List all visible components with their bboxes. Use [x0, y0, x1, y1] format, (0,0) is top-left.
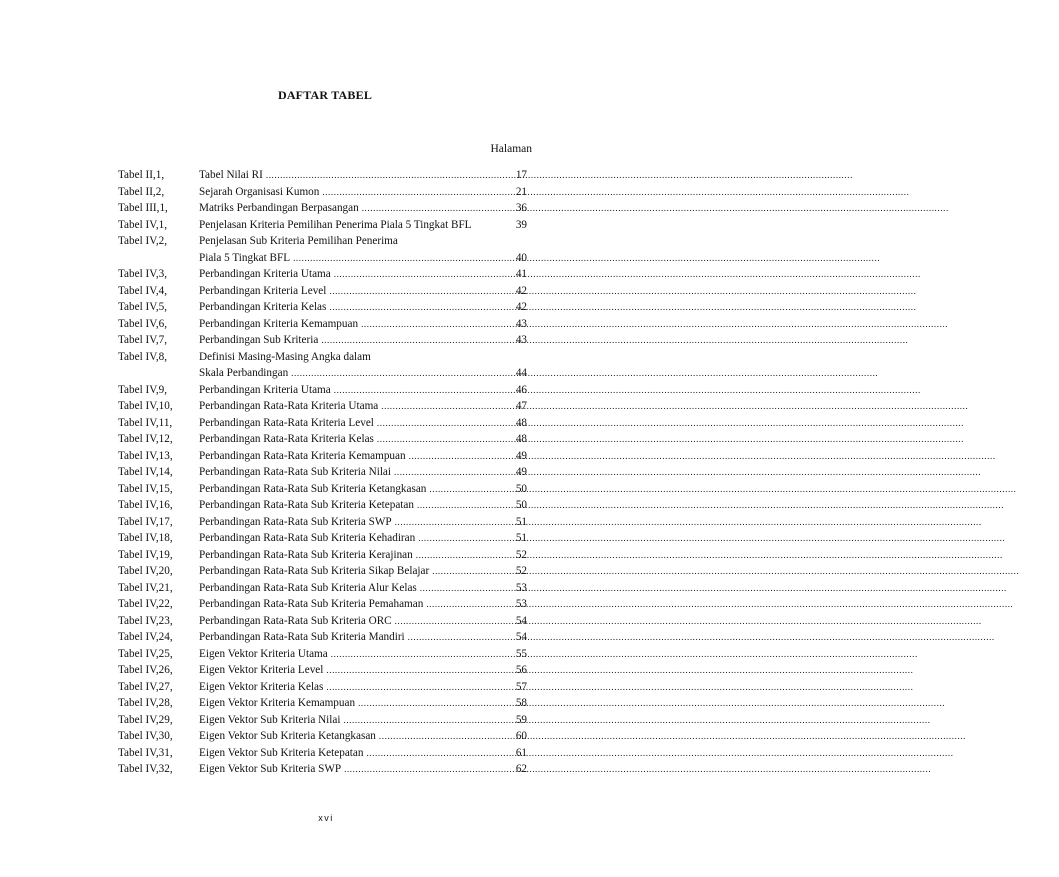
- list-item: [118, 613, 527, 630]
- list-item: [118, 200, 527, 217]
- table-title: Tabel Nilai RI: [199, 169, 263, 181]
- table-number: Tabel IV,3,: [118, 268, 168, 280]
- list-item: [118, 679, 527, 696]
- list-item: [118, 662, 527, 679]
- list-item: [118, 464, 527, 481]
- table-title: Eigen Vektor Kriteria Level: [199, 664, 324, 676]
- leader-dots: [322, 184, 503, 201]
- table-page: 41: [515, 268, 527, 280]
- leader-dots: [329, 299, 503, 316]
- table-title: Eigen Vektor Sub Kriteria Ketepatan: [199, 746, 364, 759]
- table-page: 56: [515, 664, 527, 676]
- table-number: Tabel IV,22,: [118, 598, 173, 610]
- table-number: Tabel IV,26,: [118, 664, 173, 676]
- table-number: Tabel IV,6,: [118, 317, 168, 330]
- table-title: Perbandingan Rata-Rata Kriteria Utama: [199, 400, 379, 412]
- table-title: Penjelasan Kriteria Pemilihan Penerima Piala 5 Tingkat BFL: [199, 218, 472, 231]
- table-page: 53: [515, 581, 527, 594]
- table-page: 58: [515, 697, 527, 709]
- table-number: Tabel IV,16,: [118, 499, 173, 511]
- table-page: 46: [515, 383, 527, 396]
- table-title: Perbandingan Rata-Rata Sub Kriteria Ketangkasan: [199, 482, 427, 495]
- list-item: [118, 431, 527, 448]
- list-item: [118, 415, 527, 432]
- list-item: [118, 283, 527, 300]
- table-page: 50: [515, 482, 527, 495]
- table-number: Tabel IV,12,: [118, 433, 173, 445]
- table-number: Tabel IV,17,: [118, 515, 173, 528]
- list-item: [118, 563, 527, 580]
- list-item: [118, 514, 527, 531]
- leader-dots: [395, 514, 503, 531]
- table-title: Eigen Vektor Sub Kriteria SWP: [199, 763, 342, 775]
- list-item: [118, 646, 527, 663]
- table-number: Tabel IV,7,: [118, 334, 168, 346]
- table-page: 61: [515, 746, 527, 759]
- table-page: 39: [515, 218, 527, 231]
- leader-dots: [395, 613, 503, 630]
- table-title: Perbandingan Rata-Rata Sub Kriteria Kehadiran: [199, 532, 416, 544]
- table-page: 49: [515, 466, 527, 478]
- table-number: Tabel IV,18,: [118, 532, 173, 544]
- table-number: Tabel IV,9,: [118, 383, 168, 396]
- leader-dots: [409, 448, 503, 465]
- table-page: 51: [515, 532, 527, 544]
- table-title: Perbandingan Kriteria Level: [199, 284, 327, 297]
- table-number: Tabel IV,2,: [118, 235, 168, 247]
- table-number: Tabel IV,21,: [118, 581, 173, 594]
- list-item: [118, 629, 527, 646]
- table-number: Tabel IV,23,: [118, 614, 173, 627]
- table-page: 59: [515, 713, 527, 726]
- table-page: 17: [515, 169, 527, 181]
- table-title: Eigen Vektor Sub Kriteria Ketangkasan: [199, 730, 376, 742]
- table-page: 60: [515, 730, 527, 742]
- leader-dots: [420, 580, 503, 597]
- leader-dots: [426, 596, 503, 613]
- table-page: 48: [515, 433, 527, 445]
- table-title: Perbandingan Rata-Rata Kriteria Kelas: [199, 433, 374, 445]
- table-title: Sejarah Organisasi Kumon: [199, 185, 320, 198]
- table-number: Tabel IV,31,: [118, 746, 173, 759]
- table-title: Definisi Masing-Masing Angka dalam: [199, 350, 371, 363]
- table-page: 62: [515, 763, 527, 775]
- table-title: Perbandingan Sub Kriteria: [199, 334, 319, 346]
- table-page: 21: [515, 185, 527, 198]
- table-title: Perbandingan Kriteria Utama: [199, 383, 331, 396]
- table-page: 54: [515, 631, 527, 643]
- list-item: [118, 184, 527, 201]
- leader-dots: [416, 547, 503, 564]
- table-title: Eigen Vektor Kriteria Utama: [199, 647, 328, 660]
- table-page: 40: [515, 251, 527, 264]
- table-title: Perbandingan Kriteria Kelas: [199, 301, 327, 313]
- table-number: Tabel IV,8,: [118, 350, 168, 363]
- table-number: Tabel IV,11,: [118, 416, 173, 429]
- list-item: [118, 332, 527, 349]
- table-title: Eigen Vektor Kriteria Kelas: [199, 680, 324, 693]
- table-title: Eigen Vektor Sub Kriteria Nilai: [199, 713, 341, 726]
- list-item: [118, 761, 527, 778]
- leader-dots: [321, 332, 503, 349]
- table-number: Tabel IV,1,: [118, 218, 168, 231]
- leader-dots: [418, 530, 503, 547]
- table-number: Tabel IV,10,: [118, 400, 173, 412]
- leader-dots: [329, 283, 503, 300]
- table-title-continued: Skala Perbandingan: [199, 367, 289, 379]
- table-title: Perbandingan Kriteria Kemampuan: [199, 317, 359, 330]
- table-title: Perbandingan Rata-Rata Kriteria Kemampuan: [199, 449, 406, 462]
- table-number: Tabel IV,15,: [118, 482, 173, 495]
- table-page: 55: [515, 647, 527, 660]
- list-item: [118, 382, 527, 399]
- leader-dots: [344, 761, 503, 778]
- list-item: [118, 316, 527, 333]
- table-number: Tabel IV,13,: [118, 449, 173, 462]
- list-item: [118, 745, 527, 762]
- leader-dots: [266, 167, 503, 184]
- leader-dots: [326, 679, 503, 696]
- table-title: Perbandingan Rata-Rata Sub Kriteria Kerajinan: [199, 548, 413, 561]
- list-item: [118, 497, 527, 514]
- list-item: [118, 448, 527, 465]
- table-of-tables: [118, 167, 527, 778]
- leader-dots: [334, 266, 503, 283]
- table-title: Perbandingan Rata-Rata Sub Kriteria Sikap Belajar: [199, 565, 430, 577]
- table-title: Matriks Perbandingan Berpasangan: [199, 202, 359, 214]
- table-number: Tabel IV,19,: [118, 548, 173, 561]
- leader-dots: [408, 629, 503, 646]
- leader-dots: [343, 712, 503, 729]
- leader-dots: [379, 728, 503, 745]
- list-item: [118, 547, 527, 564]
- leader-dots: [334, 382, 503, 399]
- leader-dots: [377, 415, 503, 432]
- list-item: [118, 712, 527, 729]
- page-column-label: Halaman: [490, 143, 532, 155]
- table-title: Penjelasan Sub Kriteria Pemilihan Penerima: [199, 235, 398, 247]
- table-number: Tabel IV,4,: [118, 284, 168, 297]
- table-title: Eigen Vektor Kriteria Kemampuan: [199, 697, 356, 709]
- leader-dots: [291, 365, 503, 382]
- table-number: Tabel IV,5,: [118, 301, 168, 313]
- page-number-footer: xvi: [318, 813, 334, 823]
- table-number: Tabel II,1,: [118, 169, 165, 181]
- list-item: [118, 580, 527, 597]
- leader-dots: [432, 563, 503, 580]
- table-title-continued: Piala 5 Tingkat BFL: [199, 251, 291, 264]
- leader-dots: [362, 200, 503, 217]
- table-number: Tabel IV,27,: [118, 680, 173, 693]
- list-item-continuation: [118, 365, 527, 382]
- list-item: [118, 596, 527, 613]
- leader-dots: [358, 695, 503, 712]
- leader-dots: [381, 398, 503, 415]
- list-item: [118, 481, 527, 498]
- list-item: [118, 266, 527, 283]
- page-title: DAFTAR TABEL: [277, 88, 373, 102]
- list-item: [118, 695, 527, 712]
- leader-dots: [377, 431, 503, 448]
- list-item: [118, 167, 527, 184]
- table-number: Tabel IV,25,: [118, 647, 173, 660]
- leader-dots: [361, 316, 503, 333]
- table-title: Perbandingan Kriteria Utama: [199, 268, 331, 280]
- leader-dots: [331, 646, 503, 663]
- table-page: 42: [515, 301, 527, 313]
- table-page: 48: [515, 416, 527, 429]
- table-title: Perbandingan Rata-Rata Sub Kriteria Mandiri: [199, 631, 405, 643]
- table-title: Perbandingan Rata-Rata Sub Kriteria Pemahaman: [199, 598, 424, 610]
- list-item: [118, 398, 527, 415]
- list-item: [118, 728, 527, 745]
- table-number: Tabel II,2,: [118, 185, 165, 198]
- list-item: [118, 217, 527, 234]
- table-number: Tabel IV,29,: [118, 713, 173, 726]
- leader-dots: [326, 662, 503, 679]
- table-number: Tabel IV,24,: [118, 631, 173, 643]
- table-page: 51: [515, 515, 527, 528]
- list-item: [118, 349, 527, 366]
- leader-dots: [429, 481, 503, 498]
- table-page: 42: [515, 284, 527, 297]
- table-page: 57: [515, 680, 527, 693]
- table-page: 54: [515, 614, 527, 627]
- table-page: 44: [515, 367, 527, 379]
- leader-dots: [394, 464, 503, 481]
- table-title: Perbandingan Rata-Rata Sub Kriteria Ketepatan: [199, 499, 414, 511]
- table-page: 53: [515, 598, 527, 610]
- list-item-continuation: [118, 250, 527, 267]
- list-item: [118, 299, 527, 316]
- table-title: Perbandingan Rata-Rata Sub Kriteria Nilai: [199, 466, 391, 478]
- table-number: Tabel IV,32,: [118, 763, 173, 775]
- table-title: Perbandingan Rata-Rata Sub Kriteria SWP: [199, 515, 392, 528]
- leader-dots: [417, 497, 503, 514]
- table-number: Tabel IV,14,: [118, 466, 173, 478]
- table-number: Tabel IV,20,: [118, 565, 173, 577]
- table-number: Tabel IV,28,: [118, 697, 173, 709]
- table-page: 43: [515, 317, 527, 330]
- table-title: Perbandingan Rata-Rata Sub Kriteria Alur Kelas: [199, 581, 417, 594]
- table-page: 50: [515, 499, 527, 511]
- table-page: 36: [515, 202, 527, 214]
- table-page: 52: [515, 548, 527, 561]
- table-page: 43: [515, 334, 527, 346]
- table-page: 49: [515, 449, 527, 462]
- list-item: [118, 530, 527, 547]
- table-page: 47: [515, 400, 527, 412]
- table-number: Tabel III,1,: [118, 202, 168, 214]
- leader-dots: [293, 250, 503, 267]
- list-item: [118, 233, 527, 250]
- table-title: Perbandingan Rata-Rata Kriteria Level: [199, 416, 374, 429]
- leader-dots: [366, 745, 503, 762]
- table-title: Perbandingan Rata-Rata Sub Kriteria ORC: [199, 614, 392, 627]
- table-page: 52: [515, 565, 527, 577]
- table-number: Tabel IV,30,: [118, 730, 173, 742]
